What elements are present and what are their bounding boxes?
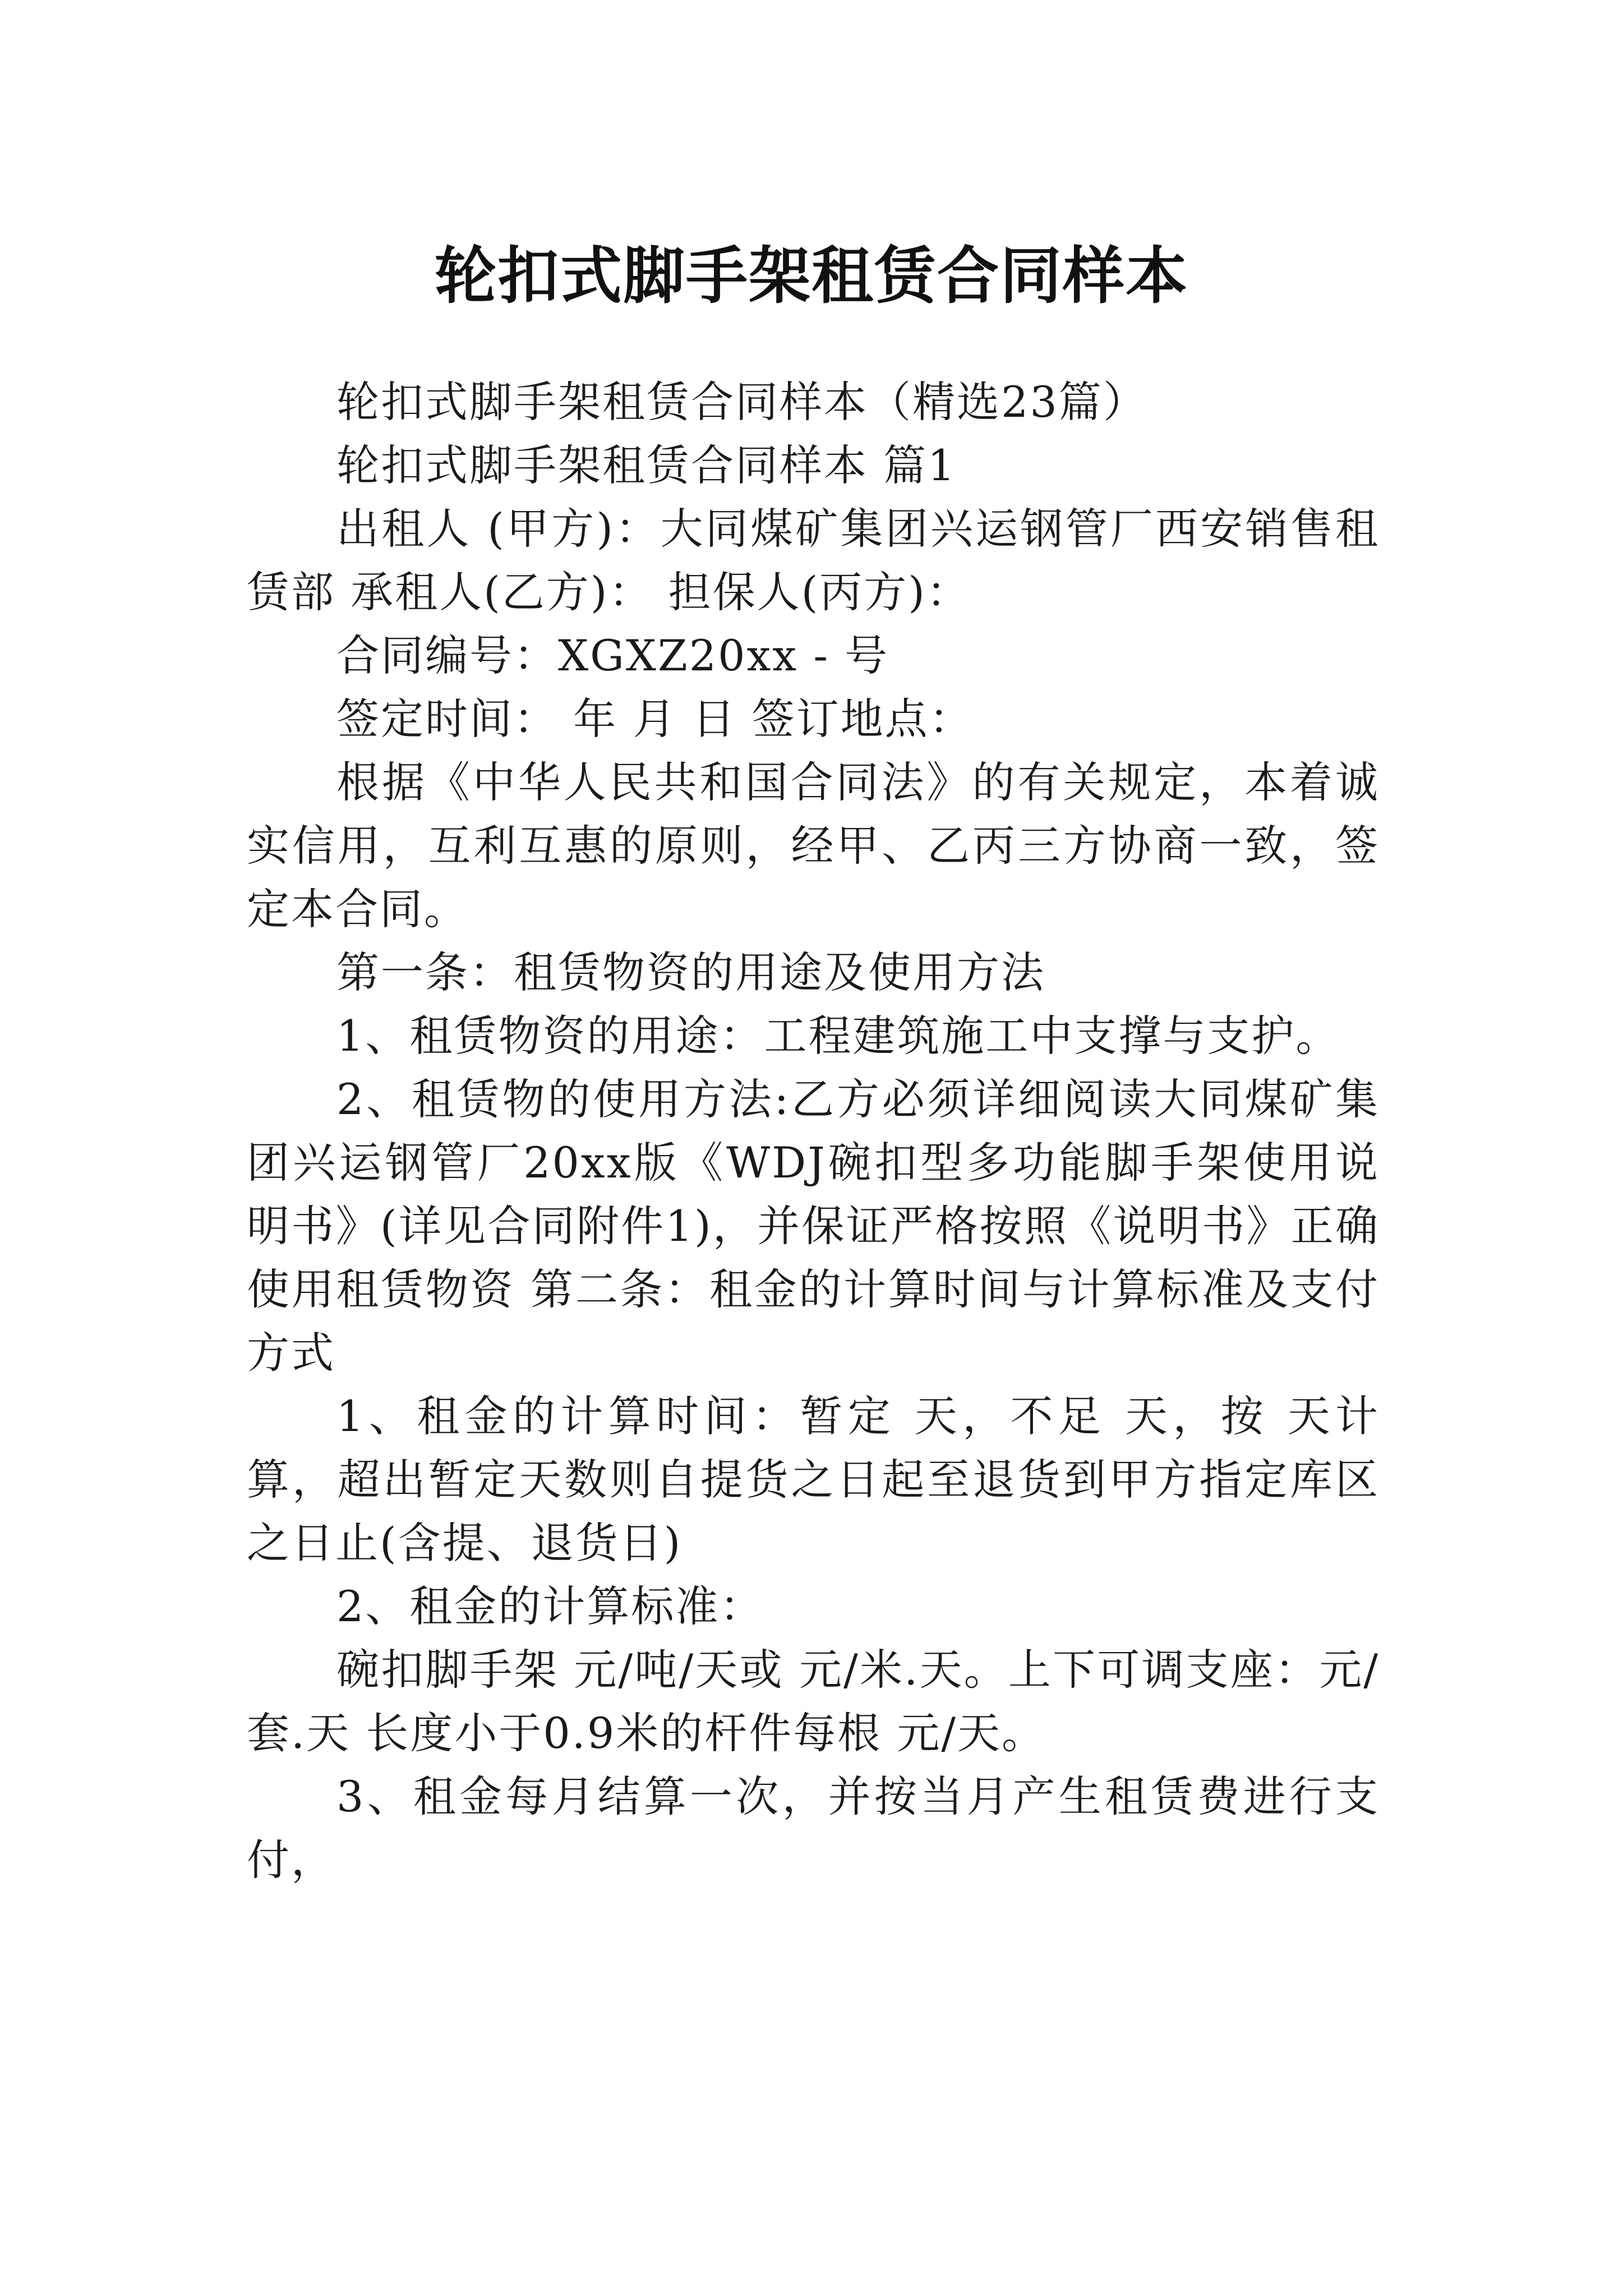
document-title: 轮扣式脚手架租赁合同样本 [435,239,1188,312]
paragraph-contract-number: 合同编号：XGXZ20xx - 号 [336,631,889,680]
paragraph-preamble: 根据《中华人民共和国合同法》的有关规定，本着诚实信用，互利互惠的原则，经甲、乙丙三方协商一致，签定本合同。 [247,757,1380,934]
paragraph-clause-1-2: 2、租赁物的使用方法:乙方必须详细阅读大同煤矿集团兴运钢管厂20xx版《WDJ碗扣型多功能脚手架使用说明书》(详见合同附件1)，并保证严格按照《说明书》正确使用租赁物资 第二条：租金的计算时间与计算标准及支付方式 [247,1074,1380,1378]
paragraph-clause-2-1: 1、租金的计算时间：暂定 天，不足 天，按 天计算，超出暂定天数则自提货之日起至退货到甲方指定库区之日止(含提、退货日) [247,1391,1380,1568]
document-body [247,370,1380,1892]
paragraph-clause-1-1: 1、租赁物资的用途：工程建筑施工中支撑与支护。 [336,1011,1340,1061]
paragraph-pricing: 碗扣脚手架 元/吨/天或 元/米.天。上下可调支座：元/套.天 长度小于0.9米的杆件每根 元/天。 [247,1645,1380,1758]
paragraph-clause-2-2: 2、租金的计算标准： [336,1581,764,1631]
paragraph-clause-2-3: 3、租金每月结算一次，并按当月产生租赁费进行支付， [247,1772,1380,1885]
paragraph-parties: 出租人 (甲方)：大同煤矿集团兴运钢管厂西安销售租赁部 承租人(乙方)： 担保人(丙方)： [247,504,1380,617]
paragraph-section-heading: 轮扣式脚手架租赁合同样本 篇1 [336,440,957,490]
paragraph-subtitle: 轮扣式脚手架租赁合同样本（精选23篇） [336,377,1147,427]
paragraph-article-1: 第一条：租赁物资的用途及使用方法 [336,947,1045,997]
paragraph-signing-time: 签定时间： 年 月 日 签订地点： [336,694,974,744]
